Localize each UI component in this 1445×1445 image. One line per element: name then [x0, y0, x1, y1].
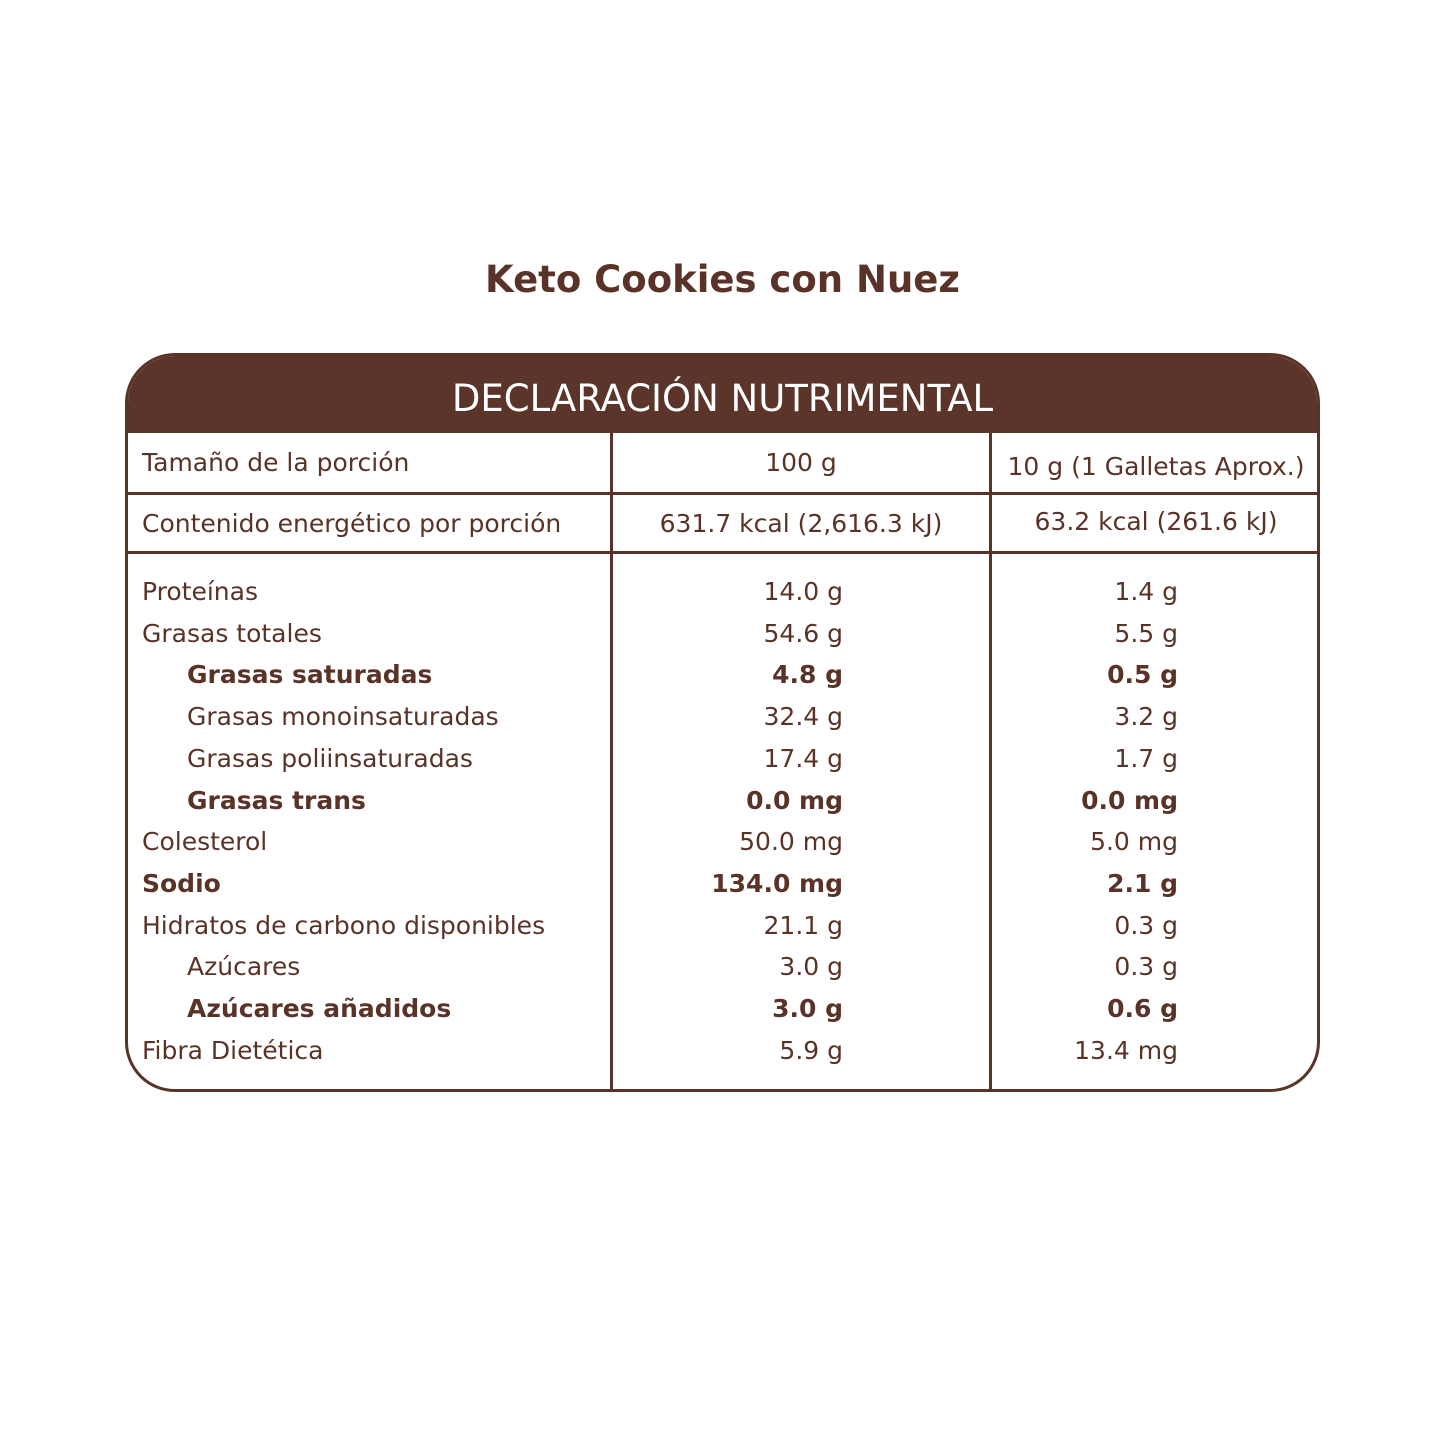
nutrient-value-100g: 3.0 g	[772, 994, 843, 1023]
nutrient-value-portion: 5.5 g	[1114, 619, 1178, 648]
nutrient-value-portion: 0.5 g	[1107, 660, 1178, 689]
nutrient-label: Hidratos de carbono disponibles	[142, 911, 546, 940]
nutrient-value-portion: 0.0 mg	[1081, 786, 1178, 815]
nutrient-value-100g: 5.9 g	[779, 1036, 843, 1065]
nutrient-value-portion: 13.4 mg	[1074, 1036, 1178, 1065]
serving-size-col2: 10 g (1 Galletas Aprox.)	[1007, 452, 1305, 481]
nutrient-value-portion: 0.3 g	[1114, 952, 1178, 981]
nutrient-value-100g: 4.8 g	[772, 660, 843, 689]
nutrient-value-portion: 0.6 g	[1107, 994, 1178, 1023]
nutrient-label: Grasas poliinsaturadas	[187, 744, 473, 773]
nutrient-label: Fibra Dietética	[142, 1036, 324, 1065]
nutrition-table	[125, 353, 1320, 1092]
row-divider-energy	[128, 551, 1317, 554]
nutrient-value-100g: 32.4 g	[763, 702, 843, 731]
nutrient-label: Colesterol	[142, 827, 268, 856]
nutrient-label: Sodio	[142, 869, 221, 898]
product-title: Keto Cookies con Nuez	[485, 258, 960, 301]
nutrient-value-portion: 3.2 g	[1114, 702, 1178, 731]
nutrient-label: Grasas saturadas	[187, 660, 433, 689]
nutrient-value-100g: 17.4 g	[763, 744, 843, 773]
nutrient-value-100g: 21.1 g	[763, 911, 843, 940]
nutrient-label: Grasas trans	[187, 786, 366, 815]
nutrient-value-portion: 5.0 mg	[1090, 827, 1178, 856]
nutrient-value-100g: 14.0 g	[763, 577, 843, 606]
nutrient-value-portion: 0.3 g	[1114, 911, 1178, 940]
nutrient-value-100g: 3.0 g	[779, 952, 843, 981]
nutrient-label: Azúcares añadidos	[187, 994, 452, 1023]
nutrient-value-portion: 1.4 g	[1114, 577, 1178, 606]
nutrient-label: Azúcares	[187, 952, 301, 981]
serving-size-label: Tamaño de la porción	[142, 448, 410, 477]
energy-col2: 63.2 kcal (261.6 kJ)	[1034, 507, 1278, 536]
nutrient-value-100g: 54.6 g	[763, 619, 843, 648]
serving-size-col1: 100 g	[765, 448, 837, 477]
nutrient-label: Grasas totales	[142, 619, 322, 648]
row-divider-serving	[128, 492, 1317, 495]
nutrient-value-100g: 0.0 mg	[746, 786, 843, 815]
nutrient-value-portion: 2.1 g	[1107, 869, 1178, 898]
nutrient-value-100g: 50.0 mg	[739, 827, 843, 856]
nutrient-value-portion: 1.7 g	[1114, 744, 1178, 773]
energy-label: Contenido energético por porción	[142, 509, 562, 538]
table-header: DECLARACIÓN NUTRIMENTAL	[128, 356, 1317, 433]
nutrient-value-100g: 134.0 mg	[711, 869, 843, 898]
energy-col1: 631.7 kcal (2,616.3 kJ)	[659, 509, 943, 538]
nutrient-label: Grasas monoinsaturadas	[187, 702, 499, 731]
nutrient-label: Proteínas	[142, 577, 258, 606]
